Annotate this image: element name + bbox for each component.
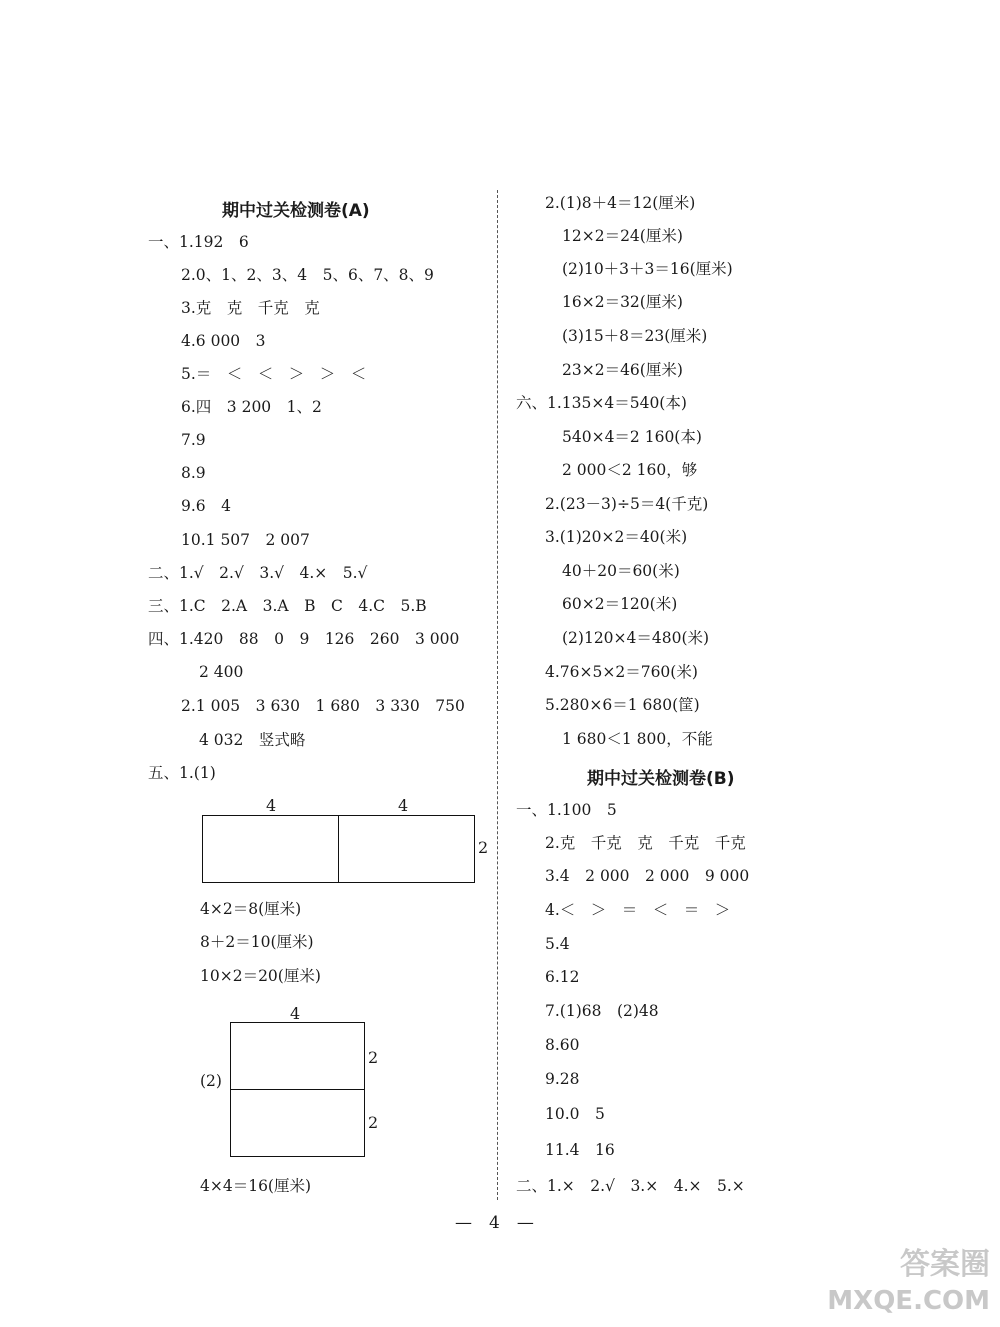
answer-line: (2)120×4＝480(米) (562, 629, 710, 647)
calc-line: 10×2＝20(厘米) (200, 967, 321, 985)
answer-line: 2.克 千克 克 千克 千克 (545, 834, 746, 852)
answer-line: 一、1.100 5 (516, 801, 617, 819)
answer-line: 二、1.√ 2.√ 3.√ 4.× 5.√ (148, 564, 368, 582)
calc-line: 4×2＝8(厘米) (200, 900, 302, 918)
watermark-logo (827, 1247, 990, 1319)
answer-line: 11.4 16 (545, 1141, 615, 1159)
answer-line: 9.6 4 (181, 497, 232, 515)
answer-line: 540×4＝2 160(本) (562, 428, 702, 446)
fig1-split-line (338, 815, 339, 883)
answer-line: 四、1.420 88 0 9 126 260 3 000 (148, 630, 460, 648)
answer-line: 4 032 竖式略 (199, 731, 306, 749)
answer-line: 40＋20＝60(米) (562, 562, 680, 580)
answer-line: 8.9 (181, 464, 206, 482)
answer-line: 一、1.192 6 (148, 233, 249, 251)
answer-line: 6.四 3 200 1、2 (181, 398, 322, 416)
answer-line: 2.0、1、2、3、4 5、6、7、8、9 (181, 266, 434, 284)
answer-line: 3.克 克 千克 克 (181, 299, 320, 317)
calc-line: 8＋2＝10(厘米) (200, 933, 314, 951)
answer-line: 5.＝ ＜ ＜ ＞ ＞ ＜ (181, 365, 367, 383)
answer-line: 10.1 507 2 007 (181, 531, 310, 549)
answer-line: 7.(1)68 (2)48 (545, 1002, 659, 1020)
answer-line: (3)15＋8＝23(厘米) (562, 327, 708, 345)
answer-line: 5.4 (545, 935, 570, 953)
answer-line: (2)10＋3＋3＝16(厘米) (562, 260, 733, 278)
fig2-part-label: (2) (200, 1072, 222, 1090)
answer-line: 7.9 (181, 431, 206, 449)
answer-line: 16×2＝32(厘米) (562, 293, 683, 311)
answer-line: 五、1.(1) (148, 764, 216, 782)
answer-line: 60×2＝120(米) (562, 595, 678, 613)
fig1-side-label: 2 (478, 838, 489, 857)
fig1-top-label-1: 4 (266, 796, 277, 815)
answer-line: 23×2＝46(厘米) (562, 361, 683, 379)
calc-line: 4×4＝16(厘米) (200, 1177, 312, 1195)
answer-line: 3.(1)20×2＝40(米) (545, 528, 688, 546)
left-title: 期中过关检测卷(A) (222, 201, 370, 221)
fig2-side-label-1: 2 (368, 1048, 379, 1067)
answer-line: 12×2＝24(厘米) (562, 227, 683, 245)
right-title: 期中过关检测卷(B) (587, 769, 735, 789)
fig2-top-label: 4 (290, 1004, 301, 1023)
answer-line: 2 000＜2 160，够 (562, 461, 698, 479)
answer-line: 2 400 (199, 663, 244, 681)
answer-line: 6.12 (545, 968, 580, 986)
fig1-top-label-2: 4 (398, 796, 409, 815)
answer-line: 10.0 5 (545, 1105, 605, 1123)
fig2-side-label-2: 2 (368, 1113, 379, 1132)
answer-line: 4.6 000 3 (181, 332, 266, 350)
answer-line: 3.4 2 000 2 000 9 000 (545, 867, 750, 885)
watermark-line: 答案圈 (900, 1247, 990, 1282)
answer-line: 4.76×5×2＝760(米) (545, 663, 698, 681)
answer-line: 2.1 005 3 630 1 680 3 330 750 (181, 697, 465, 715)
answer-line: 9.28 (545, 1070, 580, 1088)
page-number: — 4 — (455, 1213, 534, 1233)
answer-line: 4.＜ ＞ ＝ ＜ ＝ ＞ (545, 901, 731, 919)
watermark-line: MXQE.COM (827, 1286, 990, 1316)
answer-line: 2.(1)8＋4＝12(厘米) (545, 194, 696, 212)
answer-line: 三、1.C 2.A 3.A B C 4.C 5.B (148, 597, 427, 615)
answer-line: 2.(23－3)÷5＝4(千克) (545, 495, 709, 513)
answer-line: 六、1.135×4＝540(本) (516, 394, 687, 412)
answer-line: 1 680＜1 800，不能 (562, 730, 713, 748)
fig2-split-line (230, 1089, 365, 1090)
answer-line: 二、1.× 2.√ 3.× 4.× 5.× (516, 1177, 745, 1195)
answer-line: 5.280×6＝1 680(筐) (545, 696, 700, 714)
column-divider (497, 190, 498, 1200)
answer-line: 8.60 (545, 1036, 580, 1054)
